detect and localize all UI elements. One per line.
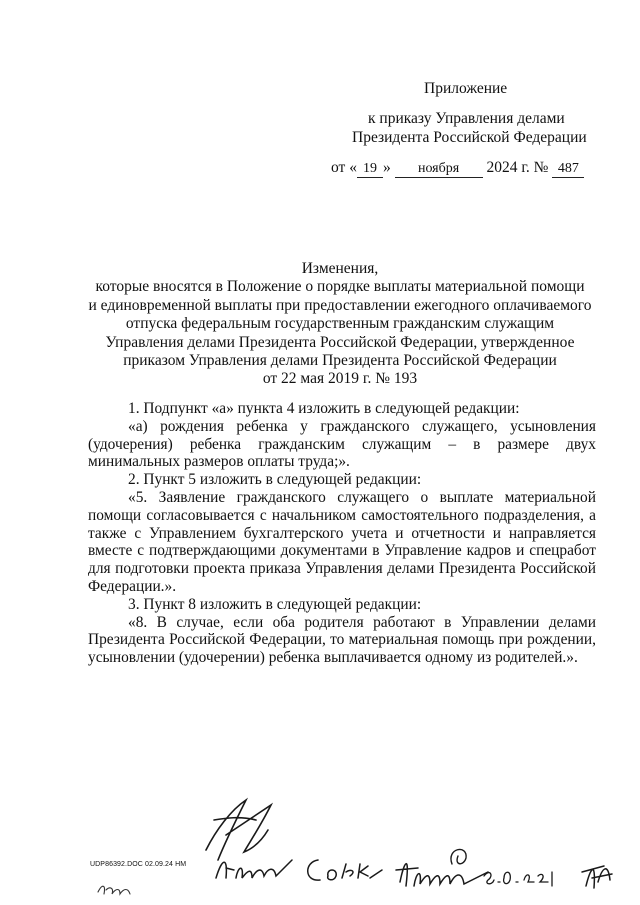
initials-mark — [94, 878, 138, 900]
paragraph-item-2-text: «5. Заявление гражданского служащего о выплате материальной помощи согласовывается с начальником самостоятельного подразделения, а также с Управлением бухгалтерского учета и отчетности и направляется вместе с подтверждающими документами в Управление кадров и спецработ для подготовки проекта приказа Управления делами Президента Российской Федерации.». — [88, 488, 596, 595]
date-year: 2024 г. № — [486, 159, 549, 176]
title-line: которые вносятся в Положение о порядке выплаты материальной помощи — [95, 278, 585, 296]
order-date-line — [331, 157, 584, 179]
file-code: UDP86392.DOC 02.09.24 HM — [90, 861, 187, 868]
paragraph-item-3: 3. Пункт 8 изложить в следующей редакции: — [128, 595, 422, 613]
title-line: от 22 мая 2019 г. № 193 — [262, 370, 418, 388]
order-number: 487 — [552, 161, 584, 178]
title-line: и единовременной выплаты при предоставлении ежегодного оплачиваемого — [88, 296, 592, 314]
date-month: ноября — [395, 161, 483, 178]
paragraph-item-1-text: «а) рождения ребенка у гражданского служащего, усыновления (удочерения) ребенка гражданским служащим – в размере двух минимальных размеров оплаты труда;». — [88, 417, 596, 471]
paragraph-item-2: 2. Пункт 5 изложить в следующей редакции: — [128, 471, 422, 489]
appendix-label: Приложение — [424, 80, 508, 97]
signature-1 — [212, 848, 296, 892]
title-line: Изменения, — [301, 260, 379, 277]
signature-4 — [578, 852, 618, 892]
title-line: Управления делами Президента Российской Федерации, утвержденное — [105, 333, 575, 351]
title-line: отпуска федеральным государственным гражданским служащим — [125, 315, 555, 333]
date-prefix: от « — [331, 159, 357, 176]
paragraph-item-3-text: «8. В случае, если оба родителя работают в Управлении делами Президента Российской Федерации, то материальная помощь при рождении, усыновлении (удочерении) ребенка выплачивается одному из родителей.». — [88, 613, 596, 667]
date-mid: » — [382, 159, 391, 176]
document-title — [80, 260, 600, 389]
title-line: приказом Управления делами Президента Российской Федерации — [123, 352, 557, 370]
document-body — [88, 400, 596, 667]
date-day: 19 — [357, 161, 383, 178]
paragraph-item-1: 1. Подпункт «а» пункта 4 изложить в следующей редакции: — [128, 400, 520, 417]
signature-date-handwritten — [480, 858, 560, 894]
signature-2 — [298, 850, 384, 892]
order-reference: к приказу Управления делами — [368, 110, 565, 127]
organization-name: Президента Российской Федерации — [352, 129, 587, 146]
